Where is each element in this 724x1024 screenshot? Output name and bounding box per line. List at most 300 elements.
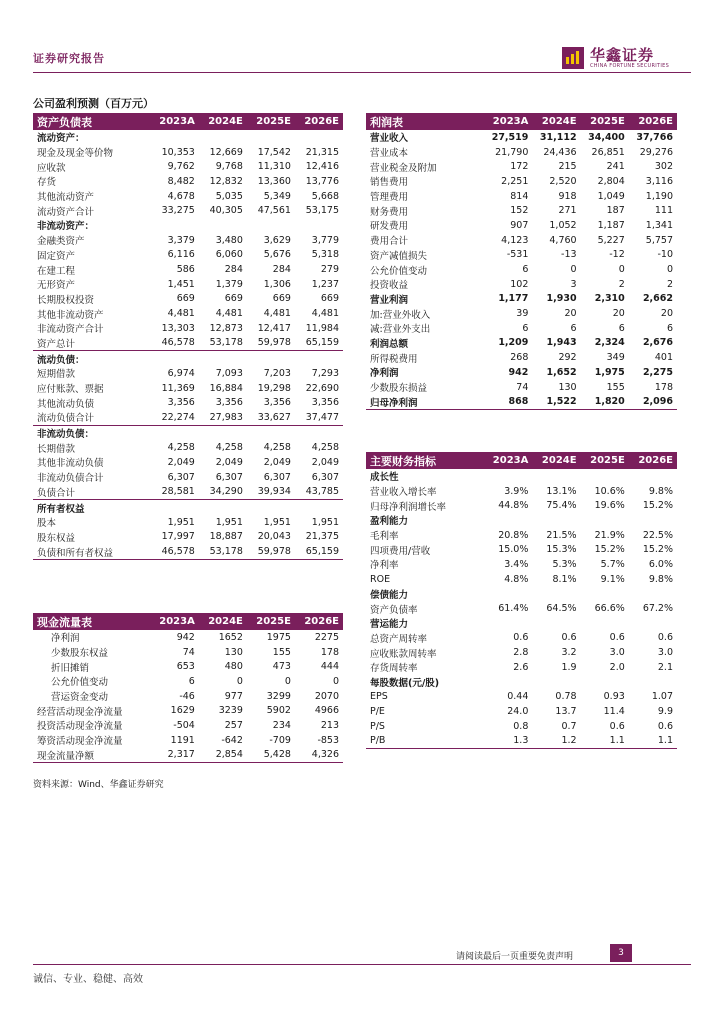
table-row: [366, 719, 677, 734]
cell-value: 9.8%: [648, 573, 673, 585]
cell-value: 40,305: [209, 205, 243, 217]
row-label: 少数股东权益: [51, 648, 109, 660]
table-row: [33, 455, 343, 470]
cell-value: 34,400: [588, 131, 625, 143]
year-header: 2024E: [532, 113, 580, 130]
cell-value: 2,662: [642, 293, 673, 305]
cell-value: 59,978: [257, 337, 291, 349]
cell-value: 0: [570, 264, 577, 276]
cell-value: 1,049: [597, 190, 625, 202]
cash-flow-table: [33, 613, 343, 763]
row-label: 非流动负债：: [33, 425, 151, 440]
row-label: 现金流量净额: [33, 748, 151, 763]
report-type-label: 证券研究报告: [33, 52, 105, 65]
cell-value: [532, 587, 580, 602]
cell-value: 3,356: [215, 397, 243, 409]
footer-divider: [33, 964, 691, 965]
cell-value: 918: [558, 190, 577, 202]
cell-value: 2,275: [642, 366, 673, 378]
table-row: [33, 218, 343, 233]
table-title: 利润表: [366, 113, 484, 130]
cell-value: 27,519: [491, 131, 529, 143]
cell-value: 10.6%: [594, 485, 625, 497]
cell-value: 2,804: [597, 175, 625, 187]
table-row: [366, 189, 677, 204]
cell-value: 1,951: [215, 516, 243, 528]
cell-value: 669: [272, 293, 291, 305]
table-row: [33, 630, 343, 645]
cell-value: [629, 616, 677, 631]
table-row: [33, 321, 343, 336]
row-label: 非流动负债合计: [37, 473, 104, 485]
table-row: [33, 470, 343, 485]
cell-value: 130: [558, 381, 577, 393]
cell-value: 2,854: [199, 748, 247, 763]
page-title: 公司盈利预测（百万元）: [33, 97, 154, 110]
cell-value: 67.2%: [642, 603, 673, 615]
year-header: 2025E: [581, 113, 629, 130]
table-row: [33, 174, 343, 189]
cell-value: [151, 425, 199, 440]
cell-value: 2.8: [513, 647, 529, 659]
row-label: 负债合计: [37, 487, 76, 499]
row-label: 应付账款、票据: [37, 384, 104, 396]
cell-value: 20.8%: [498, 529, 529, 541]
cell-value: -709: [269, 734, 291, 746]
cell-value: 2,049: [263, 456, 291, 468]
cell-value: 271: [558, 205, 577, 217]
row-label: 研发费用: [370, 221, 409, 233]
cell-value: 3,379: [167, 234, 195, 246]
cell-value: 2,049: [311, 456, 339, 468]
cell-value: 0.93: [603, 691, 625, 703]
year-header: 2024E: [199, 113, 247, 130]
cell-value: 15.2%: [642, 500, 673, 512]
cell-value: 37,477: [305, 411, 339, 423]
table-row: [366, 321, 677, 336]
cell-value: 172: [510, 161, 529, 173]
cell-value: 19,298: [257, 382, 291, 394]
year-header: 2025E: [247, 613, 295, 630]
cell-value: 6.0%: [648, 558, 673, 570]
table-row: [33, 425, 343, 440]
cell-value: 0: [284, 675, 291, 687]
table-row: [366, 513, 677, 528]
cell-value: 1,951: [263, 516, 291, 528]
cell-value: 1,951: [167, 516, 195, 528]
cell-value: 1,341: [645, 219, 673, 231]
cell-value: [629, 587, 677, 602]
cell-value: [629, 675, 677, 690]
row-label: 盈利能力: [370, 516, 409, 528]
cell-value: 2,317: [151, 748, 199, 763]
logo-icon: [562, 47, 584, 69]
row-label: 股东权益: [37, 532, 76, 544]
cell-value: 4,481: [311, 308, 339, 320]
table-row: [33, 233, 343, 248]
table-row: [366, 306, 677, 321]
cell-value: [295, 130, 343, 145]
cell-value: 1,177: [498, 293, 529, 305]
cell-value: [247, 351, 295, 366]
cell-value: 0.6: [657, 632, 673, 644]
cell-value: 8,482: [167, 175, 195, 187]
cell-value: [295, 351, 343, 366]
cell-value: 31,112: [539, 131, 577, 143]
cell-value: 4,481: [215, 308, 243, 320]
cell-value: 44.8%: [498, 500, 529, 512]
cell-value: [532, 469, 580, 484]
table-row: [33, 395, 343, 410]
cell-value: 1.9: [561, 661, 577, 673]
cell-value: -853: [317, 734, 339, 746]
table-row: [366, 572, 677, 587]
income-statement-table: [366, 113, 677, 410]
table-row: [33, 410, 343, 425]
cell-value: 47,561: [257, 205, 291, 217]
table-row: [33, 306, 343, 321]
cell-value: 279: [320, 264, 339, 276]
cell-value: -642: [221, 734, 243, 746]
cell-value: 3.2: [561, 647, 577, 659]
cell-value: 12,832: [209, 175, 243, 187]
cell-value: 3,356: [311, 397, 339, 409]
cell-value: 10,353: [161, 146, 195, 158]
cell-value: 1,209: [498, 337, 529, 349]
row-label: 资产总计: [37, 338, 76, 350]
row-label: 财务费用: [370, 206, 409, 218]
cell-value: 12,873: [209, 322, 243, 334]
year-header: 2026E: [629, 452, 677, 469]
cell-value: 1191: [170, 734, 195, 746]
cell-value: 2: [666, 278, 673, 290]
cell-value: 2,049: [167, 456, 195, 468]
cell-value: 21,790: [495, 146, 529, 158]
cell-value: 4,481: [167, 308, 195, 320]
cell-value: 6,974: [167, 367, 195, 379]
cell-value: 2,096: [629, 394, 677, 409]
cell-value: 17,542: [257, 146, 291, 158]
cell-value: [199, 351, 247, 366]
cell-value: 3,480: [215, 234, 243, 246]
cell-value: 22,690: [305, 382, 339, 394]
cell-value: 39,934: [257, 486, 291, 498]
table-row: [366, 203, 677, 218]
cell-value: 2.0: [609, 661, 625, 673]
financial-ratios-table: [366, 452, 677, 749]
cell-value: 5,428: [247, 748, 295, 763]
table-header-row: [33, 113, 343, 130]
cell-value: 26,851: [591, 146, 625, 158]
cell-value: 292: [558, 352, 577, 364]
table-title: 资产负债表: [33, 113, 151, 130]
cell-value: 1,975: [594, 366, 625, 378]
cell-value: 74: [516, 381, 529, 393]
table-row: [366, 557, 677, 572]
cell-value: 6: [666, 322, 673, 334]
cell-value: 111: [654, 205, 673, 217]
row-label: 归母净利润: [366, 394, 484, 409]
row-label: 短期借款: [37, 369, 76, 381]
cell-value: 669: [320, 293, 339, 305]
cell-value: 12,417: [257, 322, 291, 334]
cell-value: 0.6: [609, 720, 625, 732]
cell-value: 2275: [314, 631, 339, 643]
cell-value: [247, 425, 295, 440]
table-row: [366, 159, 677, 174]
cell-value: 8.1%: [552, 573, 577, 585]
table-row: [33, 500, 343, 515]
cell-value: 155: [606, 381, 625, 393]
row-label: 其他非流动资产: [37, 309, 104, 321]
row-label: 销售费用: [370, 177, 409, 189]
cell-value: 24,436: [543, 146, 577, 158]
table-row: [33, 703, 343, 718]
cell-value: 1,237: [311, 278, 339, 290]
cell-value: 61.4%: [498, 603, 529, 615]
row-label: 长期股权投资: [37, 294, 95, 306]
table-row: [366, 645, 677, 660]
cell-value: 3.9%: [504, 485, 529, 497]
row-label: 费用合计: [370, 236, 409, 248]
row-label: 应收账款周转率: [370, 648, 437, 660]
cell-value: 59,978: [247, 544, 295, 559]
cell-value: 46,578: [151, 544, 199, 559]
row-label: 营业税金及附加: [370, 162, 437, 174]
cell-value: [199, 425, 247, 440]
cell-value: [295, 425, 343, 440]
table-row: [366, 601, 677, 616]
cell-value: 0: [618, 264, 625, 276]
cell-value: 46,578: [161, 337, 195, 349]
table-row: [33, 544, 343, 559]
cell-value: 53,178: [199, 544, 247, 559]
cell-value: 53,178: [209, 337, 243, 349]
cell-value: 268: [510, 352, 529, 364]
cell-value: 9.1%: [600, 573, 625, 585]
cell-value: 0: [236, 675, 243, 687]
cell-value: [484, 587, 532, 602]
row-label: 资产负债率: [370, 604, 418, 616]
cell-value: 18,887: [209, 531, 243, 543]
year-header: 2023A: [484, 452, 532, 469]
table-row: [33, 145, 343, 160]
cell-value: 6: [522, 322, 529, 334]
cell-value: 6,116: [167, 249, 195, 261]
cell-value: 22,274: [161, 411, 195, 423]
row-label: 所得税费用: [370, 353, 418, 365]
cell-value: 1,187: [597, 219, 625, 231]
cell-value: 75.4%: [546, 500, 577, 512]
cell-value: 16,884: [209, 382, 243, 394]
table-row: [366, 336, 677, 351]
cell-value: [295, 218, 343, 233]
cell-value: [151, 130, 199, 145]
cell-value: 2,676: [642, 337, 673, 349]
cell-value: 3299: [266, 690, 291, 702]
row-label: 营运能力: [370, 619, 409, 631]
brand-name-en: CHINA FORTUNE SECURITIES: [590, 63, 670, 69]
cell-value: 0.44: [507, 691, 529, 703]
cell-value: 20: [564, 308, 577, 320]
cell-value: [581, 513, 629, 528]
row-label: 管理费用: [370, 192, 409, 204]
cell-value: 234: [272, 719, 291, 731]
cell-value: 2,049: [215, 456, 243, 468]
cell-value: 0.6: [609, 632, 625, 644]
cell-value: 13.1%: [546, 485, 577, 497]
year-header: 2024E: [199, 613, 247, 630]
cell-value: 11,369: [161, 382, 195, 394]
cell-value: 6: [522, 264, 529, 276]
row-label: 净利润: [51, 633, 80, 645]
cell-value: 2,520: [549, 175, 577, 187]
row-label: 固定资产: [37, 250, 76, 262]
cell-value: 977: [224, 690, 243, 702]
table-row: [366, 262, 677, 277]
table-row: [366, 394, 677, 409]
cell-value: 2,324: [594, 337, 625, 349]
cell-value: 21.5%: [546, 529, 577, 541]
cell-value: 4,258: [263, 442, 291, 454]
cell-value: 24.0: [507, 705, 529, 717]
table-row: [366, 277, 677, 292]
table-row: [366, 660, 677, 675]
cell-value: 74: [182, 646, 195, 658]
cell-value: [151, 218, 199, 233]
brand-name-cn: 华鑫证券: [590, 46, 655, 64]
cell-value: 3.0: [609, 647, 625, 659]
row-label: 公允价值变动: [370, 265, 428, 277]
row-label: 净利率: [370, 560, 399, 572]
cell-value: 814: [510, 190, 529, 202]
cell-value: [581, 616, 629, 631]
cell-value: 33,275: [161, 205, 195, 217]
cell-value: 3239: [218, 705, 243, 717]
cell-value: [629, 469, 677, 484]
year-header: 2026E: [295, 113, 343, 130]
row-label: 总资产周转率: [370, 633, 428, 645]
cell-value: 15.2%: [642, 544, 673, 556]
year-header: 2025E: [247, 113, 295, 130]
cell-value: 2,310: [594, 293, 625, 305]
cell-value: -531: [506, 249, 529, 261]
cell-value: [247, 218, 295, 233]
cell-value: 4,760: [549, 234, 577, 246]
cell-value: 907: [510, 219, 529, 231]
cell-value: [199, 218, 247, 233]
row-label: 应收款: [37, 162, 66, 174]
row-label: 营业利润: [370, 294, 409, 306]
cell-value: -12: [609, 249, 625, 261]
cell-value: 1629: [170, 705, 195, 717]
table-row: [33, 659, 343, 674]
disclaimer-link[interactable]: 请阅读最后一页重要免责声明: [456, 952, 574, 962]
row-label: 毛利率: [370, 531, 399, 543]
cell-value: 2.1: [657, 661, 673, 673]
cell-value: 53,175: [305, 205, 339, 217]
cell-value: 13,303: [161, 322, 195, 334]
table-row: [366, 498, 677, 513]
cell-value: 215: [558, 161, 577, 173]
cell-value: 0.8: [513, 720, 529, 732]
row-label: 负债和所有者权益: [33, 544, 151, 559]
cell-value: 241: [606, 161, 625, 173]
cell-value: 4,326: [295, 748, 343, 763]
cell-value: 5,676: [263, 249, 291, 261]
cell-value: 15.2%: [594, 544, 625, 556]
table-row: [33, 440, 343, 455]
row-label: 流动资产合计: [37, 206, 95, 218]
table-row: [366, 616, 677, 631]
cell-value: 130: [224, 646, 243, 658]
cell-value: 5902: [266, 705, 291, 717]
cell-value: 401: [654, 352, 673, 364]
cell-value: 0.6: [657, 720, 673, 732]
cell-value: 65,159: [295, 544, 343, 559]
year-header: 2026E: [629, 113, 677, 130]
cell-value: 187: [606, 205, 625, 217]
cell-value: 43,785: [305, 486, 339, 498]
cell-value: 29,276: [639, 146, 673, 158]
table-title: 主要财务指标: [366, 452, 484, 469]
cell-value: 1,522: [532, 394, 580, 409]
cell-value: 1,951: [311, 516, 339, 528]
cell-value: 5,349: [263, 190, 291, 202]
balance-sheet-table: [33, 113, 343, 560]
cell-value: 4,678: [167, 190, 195, 202]
cell-value: 64.5%: [546, 603, 577, 615]
cell-value: 3,629: [263, 234, 291, 246]
row-label: 其他非流动负债: [37, 458, 104, 470]
cell-value: 6,060: [215, 249, 243, 261]
cell-value: 3,779: [311, 234, 339, 246]
cell-value: -10: [657, 249, 673, 261]
cell-value: 942: [176, 631, 195, 643]
table-row: [366, 542, 677, 557]
cell-value: -504: [173, 719, 195, 731]
row-label: 投资活动现金净流量: [37, 721, 123, 733]
row-label: 减:营业外支出: [370, 324, 431, 336]
cell-value: 9,768: [215, 161, 243, 173]
cell-value: 5,757: [645, 234, 673, 246]
table-row: [366, 587, 677, 602]
cell-value: 2070: [314, 690, 339, 702]
cell-value: 4,123: [501, 234, 529, 246]
row-label: 存货周转率: [370, 663, 418, 675]
table-row: [33, 366, 343, 381]
row-label: P/S: [370, 720, 385, 732]
page-number: 3: [610, 944, 632, 962]
cell-value: 4.8%: [504, 573, 529, 585]
cell-value: 1.07: [651, 691, 673, 703]
cell-value: 480: [224, 661, 243, 673]
table-row: [366, 233, 677, 248]
cell-value: 102: [510, 278, 529, 290]
cell-value: 20,043: [257, 531, 291, 543]
cell-value: 444: [320, 661, 339, 673]
cell-value: 33,627: [257, 411, 291, 423]
table-row: [33, 718, 343, 733]
table-row: [33, 645, 343, 660]
row-label: 成长性: [370, 472, 399, 484]
source-note: 资料来源：Wind、华鑫证券研究: [33, 780, 164, 790]
table-row: [33, 130, 343, 145]
table-row: [366, 528, 677, 543]
row-label: EPS: [370, 691, 388, 703]
row-label: P/E: [370, 705, 385, 717]
row-label: 筹资活动现金净流量: [37, 736, 123, 748]
